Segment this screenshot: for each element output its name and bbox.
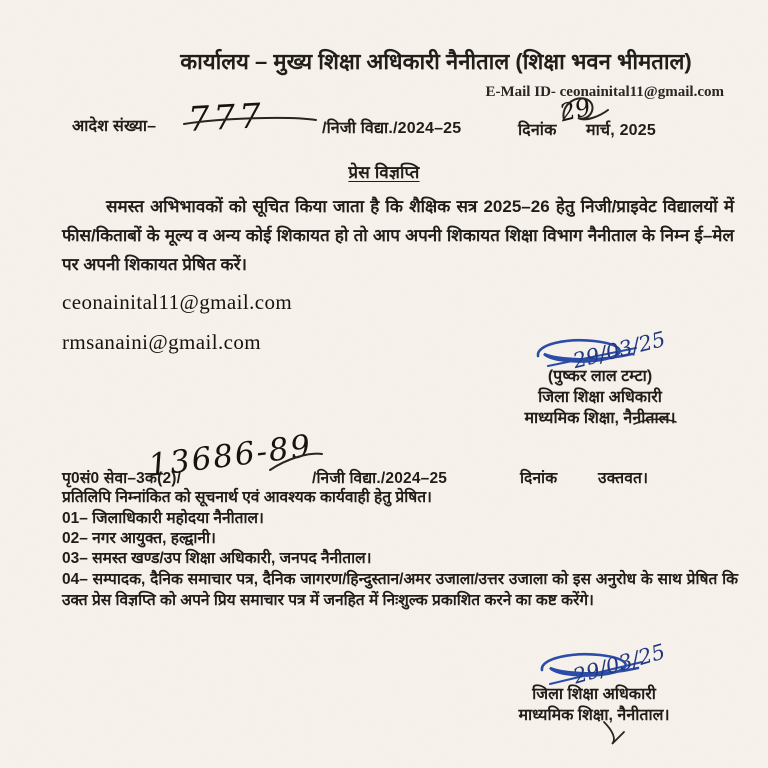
handwritten-date-day: 29 xyxy=(557,92,594,128)
complaint-email-primary: ceonainital11@gmail.com xyxy=(62,290,293,314)
handwritten-stroke-icon xyxy=(180,112,320,132)
recipient-item: 04– सम्पादक, दैनिक समाचार पत्र, दैनिक जागरण/हिन्दुस्तान/अमर उजाला/उत्तर उजाला को इस अनुरोध के साथ प्रेषित कि उक्त प्रेस विज्ञप्ति को अपने प्रिय समाचार पत्र में जनहित में निःशुल्क प्रकाशित करने का कष्ट करेंगे। xyxy=(62,571,738,609)
order-date-label: दिनांक xyxy=(518,122,557,139)
press-release-heading-text: प्रेस विज्ञप्ति xyxy=(348,163,420,182)
office-title: कार्यालय – मुख्य शिक्षा अधिकारी नैनीताल (शिक्षा भवन भीमताल) xyxy=(180,49,692,74)
body-paragraph: समस्त अभिभावकों को सूचित किया जाता है कि शैक्षिक सत्र 2025–26 हेतु निजी/प्राइवेट विद्यालयों में फीस/किताबों के मूल्य व अन्य कोई शिकायत हो तो आप अपनी शिकायत शिक्षा विभाग नैनीताल के निम्न ई–मेल पर अपनी शिकायत प्रेषित करें। xyxy=(62,197,734,274)
endorsement-date-value: उक्तवत। xyxy=(598,470,649,487)
signature-bottom-date: 29/03/25 xyxy=(570,639,668,689)
signatory-name: (पुष्कर लाल टम्टा) xyxy=(547,368,653,385)
signatory-department: माध्यमिक शिक्षा, नैनीताल। xyxy=(524,410,676,427)
order-date-month-year: मार्च, 2025 xyxy=(586,122,656,139)
handwritten-order-number: 777 xyxy=(187,96,266,140)
signature-top-date: 29/03/25 xyxy=(570,326,668,374)
signatory-department: माध्यमिक शिक्षा, नैनीताल। xyxy=(518,707,670,724)
complaint-email-secondary: rmsanaini@gmail.com xyxy=(62,330,261,354)
signatory-designation: जिला शिक्षा अधिकारी xyxy=(538,389,662,406)
handwritten-endorsement-number: 13686-89 xyxy=(146,428,315,484)
press-release-heading xyxy=(0,160,768,183)
order-middle-text: /निजी विद्या./2024–25 xyxy=(322,120,462,137)
ink-strike-icon xyxy=(630,412,680,430)
header-email-line: E-Mail ID- ceonainital11@gmail.com xyxy=(485,84,724,100)
copy-line: प्रतिलिपि निम्नांकित को सूचनार्थ एवं आवश्यक कार्यवाही हेतु प्रेषित। xyxy=(62,489,432,506)
endorsement-ref-prefix: पृ0सं0 सेवा–3क(2)/ xyxy=(62,470,182,487)
signatory-designation: जिला शिक्षा अधिकारी xyxy=(532,686,656,703)
signature-bottom-block xyxy=(480,684,708,726)
endorsement-middle-text: /निजी विद्या./2024–25 xyxy=(312,470,448,487)
recipient-item: 02– नगर आयुक्त, हल्द्वानी। xyxy=(62,530,216,547)
endorsement-date-label: दिनांक xyxy=(520,470,558,487)
recipient-item: 01– जिलाधिकारी महोदया नैनीताल। xyxy=(62,510,264,527)
order-number-label: आदेश संख्या– xyxy=(72,118,157,135)
recipient-item: 03– समस्त खण्ड/उप शिक्षा अधिकारी, जनपद नैनीताल। xyxy=(62,550,372,567)
checkmark-stroke-icon xyxy=(598,718,648,748)
